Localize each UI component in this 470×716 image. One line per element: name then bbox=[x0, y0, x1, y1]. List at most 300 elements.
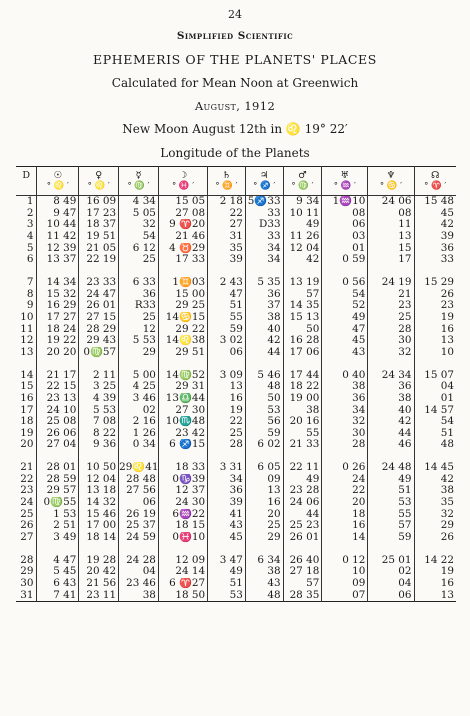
cell-moon: 14♌38 bbox=[158, 335, 207, 347]
cell-mercury: 27 56 bbox=[119, 485, 159, 497]
table-row bbox=[16, 509, 456, 521]
cell-saturn: 16 bbox=[208, 393, 246, 405]
sign-day bbox=[16, 181, 37, 196]
cell-neptune: 40 bbox=[368, 405, 414, 417]
cell-neptune: 24 48 bbox=[368, 462, 414, 474]
separator-cell bbox=[245, 266, 283, 277]
cell-venus: 16 09 bbox=[79, 196, 119, 208]
cell-moon: 14♍52 bbox=[158, 370, 207, 382]
cell-mercury: 29 bbox=[119, 347, 159, 359]
cell-saturn: 31 bbox=[208, 231, 246, 243]
cell-neptune: 28 bbox=[368, 324, 414, 336]
cell-mercury: 26 19 bbox=[119, 509, 159, 521]
cell-venus: 4 39 bbox=[79, 393, 119, 405]
header-sun: ☉ bbox=[37, 167, 79, 182]
header-venus: ♀ bbox=[79, 167, 119, 182]
cell-venus: 18 37 bbox=[79, 219, 119, 231]
cell-jupiter: 50 bbox=[245, 393, 283, 405]
cell-mars: 16 28 bbox=[283, 335, 322, 347]
cell-day: 31 bbox=[20, 589, 34, 601]
cell-node: 15 29 bbox=[414, 277, 456, 289]
cell-neptune: 02 bbox=[368, 566, 414, 578]
cell-mars: 49 bbox=[283, 474, 322, 486]
cell-venus: 18 14 bbox=[79, 532, 119, 544]
cell-moon: 27 08 bbox=[158, 208, 207, 220]
cell-uranus: 0 40 bbox=[322, 370, 368, 382]
cell-sun: 16 29 bbox=[37, 300, 79, 312]
cell-mercury: R33 bbox=[119, 300, 159, 312]
cell-saturn: 2 18 bbox=[208, 196, 246, 208]
cell-mercury: 02 bbox=[119, 405, 159, 417]
cell-sun: 21 17 bbox=[37, 370, 79, 382]
cell-venus: 5 53 bbox=[79, 405, 119, 417]
cell-node: 42 bbox=[414, 474, 456, 486]
cell-jupiter: 13 bbox=[245, 485, 283, 497]
cell-sun: 13 37 bbox=[37, 254, 79, 266]
table-row bbox=[16, 289, 456, 301]
cell-uranus: 54 bbox=[322, 289, 368, 301]
cell-node: 39 bbox=[414, 231, 456, 243]
cell-mars: 26 40 bbox=[283, 555, 322, 567]
cell-jupiter: 43 bbox=[245, 578, 283, 590]
separator-cell bbox=[283, 544, 322, 555]
cell-saturn: 3 09 bbox=[208, 370, 246, 382]
cell-sun: 19 22 bbox=[37, 335, 79, 347]
separator-cell bbox=[119, 359, 159, 370]
cell-uranus: 36 bbox=[322, 393, 368, 405]
cell-saturn: 19 bbox=[208, 405, 246, 417]
cell-mercury: 1 26 bbox=[119, 428, 159, 440]
cell-mercury: 24 28 bbox=[119, 555, 159, 567]
table-row bbox=[16, 485, 456, 497]
sign-sun: ° ♌ ′ bbox=[37, 181, 79, 196]
cell-neptune: 25 bbox=[368, 312, 414, 324]
cell-jupiter: 37 bbox=[245, 300, 283, 312]
separator-cell bbox=[16, 544, 37, 555]
cell-neptune: 04 bbox=[368, 578, 414, 590]
cell-node: 16 bbox=[414, 324, 456, 336]
separator-cell bbox=[79, 451, 119, 462]
cell-uranus: 16 bbox=[322, 520, 368, 532]
cell-saturn: 43 bbox=[208, 520, 246, 532]
cell-sun: 26 06 bbox=[37, 428, 79, 440]
cell-sun: 11 42 bbox=[37, 231, 79, 243]
cell-uranus: 32 bbox=[322, 416, 368, 428]
table-row bbox=[16, 428, 456, 440]
separator-cell bbox=[158, 266, 207, 277]
cell-day: 4 bbox=[26, 230, 34, 242]
cell-neptune: 55 bbox=[368, 509, 414, 521]
cell-sun: 12 39 bbox=[37, 243, 79, 255]
cell-sun: 14 34 bbox=[37, 277, 79, 289]
cell-sun: 28 01 bbox=[37, 462, 79, 474]
cell-node: 54 bbox=[414, 416, 456, 428]
cell-saturn: 13 bbox=[208, 381, 246, 393]
cell-saturn: 51 bbox=[208, 578, 246, 590]
cell-moon: 21 46 bbox=[158, 231, 207, 243]
cell-uranus: 52 bbox=[322, 300, 368, 312]
week-separator bbox=[16, 359, 456, 370]
cell-sun: 5 45 bbox=[37, 566, 79, 578]
table-body bbox=[16, 196, 456, 602]
cell-mercury: 28 48 bbox=[119, 474, 159, 486]
cell-saturn: 49 bbox=[208, 566, 246, 578]
cell-day: 6 bbox=[26, 254, 34, 266]
separator-cell bbox=[16, 451, 37, 462]
cell-mars: 11 26 bbox=[283, 231, 322, 243]
cell-node: 13 bbox=[414, 590, 456, 602]
separator-cell bbox=[37, 359, 79, 370]
cell-jupiter: 34 bbox=[245, 243, 283, 255]
cell-mercury: 25 37 bbox=[119, 520, 159, 532]
separator-cell bbox=[283, 266, 322, 277]
cell-jupiter: 25 bbox=[245, 520, 283, 532]
cell-moon: 6 ♐15 bbox=[158, 439, 207, 451]
cell-node: 38 bbox=[414, 485, 456, 497]
cell-node: 23 bbox=[414, 300, 456, 312]
cell-uranus: 22 bbox=[322, 485, 368, 497]
cell-node: 13 bbox=[414, 335, 456, 347]
table-row bbox=[16, 208, 456, 220]
table-row bbox=[16, 462, 456, 474]
table-row bbox=[16, 474, 456, 486]
cell-saturn: 22 bbox=[208, 208, 246, 220]
cell-mars: 17 44 bbox=[283, 370, 322, 382]
cell-jupiter: 6 34 bbox=[245, 555, 283, 567]
cell-neptune: 17 bbox=[368, 254, 414, 266]
cell-mars: 57 bbox=[283, 289, 322, 301]
sign-jupiter: ° ♐ ′ bbox=[245, 181, 283, 196]
table-row bbox=[16, 381, 456, 393]
cell-sun: 22 15 bbox=[37, 381, 79, 393]
cell-node: 33 bbox=[414, 254, 456, 266]
cell-mercury: 54 bbox=[119, 231, 159, 243]
separator-cell bbox=[16, 266, 37, 277]
cell-venus: 13 18 bbox=[79, 485, 119, 497]
cell-venus: 7 08 bbox=[79, 416, 119, 428]
separator-cell bbox=[414, 544, 456, 555]
cell-uranus: 20 bbox=[322, 497, 368, 509]
cell-uranus: 45 bbox=[322, 335, 368, 347]
cell-mercury: 29♌41 bbox=[119, 462, 159, 474]
cell-node: 15 07 bbox=[414, 370, 456, 382]
separator-cell bbox=[37, 451, 79, 462]
cell-venus: 29 43 bbox=[79, 335, 119, 347]
cell-mars: 10 11 bbox=[283, 208, 322, 220]
cell-node: 26 bbox=[414, 532, 456, 544]
cell-day: 19 bbox=[20, 427, 34, 439]
cell-moon: 1♊03 bbox=[158, 277, 207, 289]
separator-cell bbox=[158, 359, 207, 370]
cell-mars: 27 18 bbox=[283, 566, 322, 578]
cell-day: 23 bbox=[20, 485, 34, 497]
cell-saturn: 41 bbox=[208, 509, 246, 521]
cell-sun: 29 57 bbox=[37, 485, 79, 497]
separator-cell bbox=[283, 359, 322, 370]
cell-moon: 12 37 bbox=[158, 485, 207, 497]
cell-jupiter: 59 bbox=[245, 428, 283, 440]
cell-jupiter: 38 bbox=[245, 566, 283, 578]
cell-mars: 19 00 bbox=[283, 393, 322, 405]
cell-jupiter: 29 bbox=[245, 532, 283, 544]
cell-neptune: 51 bbox=[368, 485, 414, 497]
cell-node: 36 bbox=[414, 243, 456, 255]
cell-venus: 9 36 bbox=[79, 439, 119, 451]
cell-saturn: 34 bbox=[208, 474, 246, 486]
cell-neptune: 30 bbox=[368, 335, 414, 347]
separator-cell bbox=[322, 451, 368, 462]
cell-neptune: 46 bbox=[368, 439, 414, 451]
cell-mars: 23 28 bbox=[283, 485, 322, 497]
cell-moon: 29 22 bbox=[158, 324, 207, 336]
table-row bbox=[16, 497, 456, 509]
cell-sun: 20 20 bbox=[37, 347, 79, 359]
cell-jupiter: 6 05 bbox=[245, 462, 283, 474]
header-jupiter: ♃ bbox=[245, 167, 283, 182]
cell-venus: 24 47 bbox=[79, 289, 119, 301]
cell-uranus: 0 12 bbox=[322, 555, 368, 567]
cell-node: 26 bbox=[414, 289, 456, 301]
cell-sun: 28 59 bbox=[37, 474, 79, 486]
table-row bbox=[16, 439, 456, 451]
cell-moon: 14♋15 bbox=[158, 312, 207, 324]
cell-node: 32 bbox=[414, 509, 456, 521]
cell-node: 29 bbox=[414, 520, 456, 532]
cell-jupiter: 5♐33 bbox=[245, 196, 283, 208]
cell-moon: 0♑39 bbox=[158, 474, 207, 486]
table-row bbox=[16, 555, 456, 567]
cell-uranus: 09 bbox=[322, 578, 368, 590]
cell-sun: 6 43 bbox=[37, 578, 79, 590]
separator-cell bbox=[208, 359, 246, 370]
cell-sun: 23 13 bbox=[37, 393, 79, 405]
cell-saturn: 35 bbox=[208, 243, 246, 255]
cell-uranus: 47 bbox=[322, 324, 368, 336]
cell-mars: 12 04 bbox=[283, 243, 322, 255]
separator-cell bbox=[368, 544, 414, 555]
cell-venus: 15 46 bbox=[79, 509, 119, 521]
cell-sun: 17 27 bbox=[37, 312, 79, 324]
cell-saturn: 22 bbox=[208, 416, 246, 428]
cell-sun: 3 49 bbox=[37, 532, 79, 544]
cell-saturn: 28 bbox=[208, 439, 246, 451]
cell-sun: 10 44 bbox=[37, 219, 79, 231]
sign-mercury: ° ♍ ′ bbox=[119, 181, 159, 196]
cell-saturn: 06 bbox=[208, 347, 246, 359]
cell-neptune: 53 bbox=[368, 497, 414, 509]
separator-cell bbox=[322, 544, 368, 555]
cell-jupiter: 5 35 bbox=[245, 277, 283, 289]
table-row bbox=[16, 335, 456, 347]
cell-jupiter: 33 bbox=[245, 231, 283, 243]
separator-cell bbox=[322, 266, 368, 277]
cell-day: 13 bbox=[20, 346, 34, 358]
cell-day: 26 bbox=[20, 520, 34, 532]
cell-mars: 28 35 bbox=[283, 590, 322, 602]
cell-mars: 17 06 bbox=[283, 347, 322, 359]
cell-neptune: 42 bbox=[368, 416, 414, 428]
cell-jupiter: 33 bbox=[245, 208, 283, 220]
cell-jupiter: 53 bbox=[245, 405, 283, 417]
planet-header-row bbox=[16, 167, 456, 182]
cell-mercury: 04 bbox=[119, 566, 159, 578]
cell-moon: 24 14 bbox=[158, 566, 207, 578]
cell-venus: 20 42 bbox=[79, 566, 119, 578]
separator-cell bbox=[245, 359, 283, 370]
cell-saturn: 25 bbox=[208, 428, 246, 440]
cell-node: 04 bbox=[414, 381, 456, 393]
cell-node: 35 bbox=[414, 497, 456, 509]
table-row bbox=[16, 566, 456, 578]
cell-mars: 18 22 bbox=[283, 381, 322, 393]
header-day: D bbox=[22, 170, 31, 181]
sign-venus: ° ♌ ′ bbox=[79, 181, 119, 196]
cell-uranus: 0 26 bbox=[322, 462, 368, 474]
separator-cell bbox=[37, 544, 79, 555]
table-row bbox=[16, 243, 456, 255]
cell-saturn: 59 bbox=[208, 324, 246, 336]
cell-sun: 4 47 bbox=[37, 555, 79, 567]
separator-cell bbox=[158, 544, 207, 555]
cell-venus: 14 32 bbox=[79, 497, 119, 509]
cell-saturn: 55 bbox=[208, 312, 246, 324]
cell-jupiter: 09 bbox=[245, 474, 283, 486]
cell-node: 48 bbox=[414, 439, 456, 451]
table-row bbox=[16, 590, 456, 602]
cell-moon: 18 50 bbox=[158, 590, 207, 602]
table-row bbox=[16, 578, 456, 590]
cell-venus: 3 25 bbox=[79, 381, 119, 393]
cell-mercury: 2 16 bbox=[119, 416, 159, 428]
cell-mercury: 36 bbox=[119, 289, 159, 301]
separator-cell bbox=[208, 544, 246, 555]
separator-cell bbox=[16, 359, 37, 370]
cell-sun: 25 08 bbox=[37, 416, 79, 428]
separator-cell bbox=[37, 266, 79, 277]
cell-mercury: 5 00 bbox=[119, 370, 159, 382]
table-row bbox=[16, 219, 456, 231]
cell-sun: 27 04 bbox=[37, 439, 79, 451]
cell-mars: 26 01 bbox=[283, 532, 322, 544]
cell-day: 20 bbox=[20, 439, 34, 451]
table-header bbox=[16, 167, 456, 196]
cell-moon: 0♓10 bbox=[158, 532, 207, 544]
sign-header-row bbox=[16, 181, 456, 196]
cell-jupiter: 5 46 bbox=[245, 370, 283, 382]
cell-day: 21 bbox=[20, 462, 34, 474]
cell-day: 3 bbox=[26, 219, 34, 231]
cell-day: 9 bbox=[26, 300, 34, 312]
cell-saturn: 3 31 bbox=[208, 462, 246, 474]
cell-neptune: 13 bbox=[368, 231, 414, 243]
cell-venus: 8 22 bbox=[79, 428, 119, 440]
table-row bbox=[16, 277, 456, 289]
cell-uranus: 24 bbox=[322, 474, 368, 486]
separator-cell bbox=[79, 544, 119, 555]
cell-jupiter: 34 bbox=[245, 254, 283, 266]
separator-cell bbox=[208, 266, 246, 277]
separator-cell bbox=[414, 266, 456, 277]
header-neptune: ♆ bbox=[368, 167, 414, 182]
sign-node: ° ♈ ′ bbox=[414, 181, 456, 196]
cell-jupiter: 42 bbox=[245, 335, 283, 347]
cell-sun: 9 47 bbox=[37, 208, 79, 220]
cell-jupiter: 16 bbox=[245, 497, 283, 509]
ephemeris-title: EPHEMERIS OF THE PLANETS' PLACES bbox=[93, 52, 377, 67]
cell-saturn: 27 bbox=[208, 219, 246, 231]
cell-mars: 15 13 bbox=[283, 312, 322, 324]
cell-sun: 2 51 bbox=[37, 520, 79, 532]
separator-cell bbox=[414, 451, 456, 462]
separator-cell bbox=[119, 544, 159, 555]
cell-moon: 24 30 bbox=[158, 497, 207, 509]
cell-venus: 19 51 bbox=[79, 231, 119, 243]
cell-mercury: 12 bbox=[119, 324, 159, 336]
cell-neptune: 06 bbox=[368, 590, 414, 602]
cell-mars: 38 bbox=[283, 405, 322, 417]
sign-mars: ° ♍ ′ bbox=[283, 181, 322, 196]
separator-cell bbox=[245, 544, 283, 555]
separator-cell bbox=[283, 451, 322, 462]
cell-mercury: 4 25 bbox=[119, 381, 159, 393]
cell-venus: 26 01 bbox=[79, 300, 119, 312]
cell-day: 18 bbox=[20, 416, 34, 428]
cell-mars: 20 16 bbox=[283, 416, 322, 428]
cell-neptune: 24 34 bbox=[368, 370, 414, 382]
cell-node: 15 48 bbox=[414, 196, 456, 208]
cell-mercury: 6 12 bbox=[119, 243, 159, 255]
cell-moon: 10♏48 bbox=[158, 416, 207, 428]
cell-mercury: 3 46 bbox=[119, 393, 159, 405]
header-mercury: ☿ bbox=[119, 167, 159, 182]
cell-neptune: 36 bbox=[368, 381, 414, 393]
cell-day: 30 bbox=[20, 578, 34, 590]
table-row bbox=[16, 312, 456, 324]
cell-mercury: 0 34 bbox=[119, 439, 159, 451]
cell-neptune: 57 bbox=[368, 520, 414, 532]
header-mars: ♂ bbox=[283, 167, 322, 182]
cell-neptune: 32 bbox=[368, 347, 414, 359]
cell-uranus: 10 bbox=[322, 566, 368, 578]
cell-uranus: 08 bbox=[322, 208, 368, 220]
week-separator bbox=[16, 266, 456, 277]
cell-moon: 6♒22 bbox=[158, 509, 207, 521]
separator-cell bbox=[158, 451, 207, 462]
cell-mars: 42 bbox=[283, 254, 322, 266]
cell-neptune: 49 bbox=[368, 474, 414, 486]
cell-day: 5 bbox=[26, 242, 34, 254]
header-moon: ☽ bbox=[158, 167, 207, 182]
cell-neptune: 44 bbox=[368, 428, 414, 440]
cell-saturn: 39 bbox=[208, 497, 246, 509]
cell-venus: 19 28 bbox=[79, 555, 119, 567]
cell-day: 17 bbox=[20, 404, 34, 416]
cell-moon: 17 33 bbox=[158, 254, 207, 266]
cell-jupiter: D33 bbox=[245, 219, 283, 231]
cell-moon: 29 25 bbox=[158, 300, 207, 312]
separator-cell bbox=[79, 266, 119, 277]
cell-moon: 9 ♈20 bbox=[158, 219, 207, 231]
cell-mars: 22 11 bbox=[283, 462, 322, 474]
table-row bbox=[16, 405, 456, 417]
cell-mars: 24 06 bbox=[283, 497, 322, 509]
cell-uranus: 06 bbox=[322, 219, 368, 231]
table-row bbox=[16, 520, 456, 532]
cell-mars: 44 bbox=[283, 509, 322, 521]
cell-node: 14 45 bbox=[414, 462, 456, 474]
cell-venus: 28 29 bbox=[79, 324, 119, 336]
publication-title: Simplified Scientific bbox=[176, 30, 294, 42]
